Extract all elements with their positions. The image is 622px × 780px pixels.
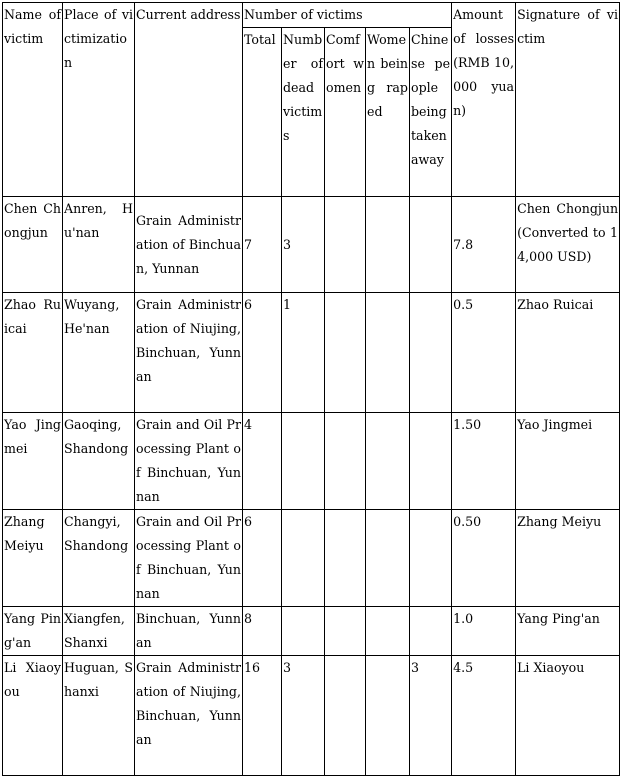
- cell-dead: 3: [282, 197, 325, 293]
- header-address: Current address: [135, 3, 243, 197]
- cell-comfort: [325, 413, 366, 510]
- cell-comfort: [325, 197, 366, 293]
- cell-place: Anren, Hu'nan: [63, 197, 135, 293]
- cell-total: 4: [243, 413, 282, 510]
- cell-losses: 4.5: [452, 656, 516, 776]
- header-people-taken: Chinese people being taken away: [410, 28, 452, 197]
- cell-signature: Yang Ping'an: [516, 607, 620, 656]
- cell-place: Wuyang, He'nan: [63, 293, 135, 413]
- table-row: [3, 293, 620, 413]
- cell-dead: 1: [282, 293, 325, 413]
- cell-comfort: [325, 293, 366, 413]
- cell-dead: 3: [282, 656, 325, 776]
- table-row: [3, 607, 620, 656]
- table-row: [3, 413, 620, 510]
- cell-signature: Zhao Ruicai: [516, 293, 620, 413]
- cell-place: Gaoqing, Shandong: [63, 413, 135, 510]
- cell-comfort: [325, 607, 366, 656]
- header-number-of-victims: Number of victims: [243, 3, 452, 28]
- cell-raped: [366, 413, 410, 510]
- table-row: [3, 656, 620, 776]
- header-name: Name of victim: [3, 3, 63, 197]
- cell-taken: [410, 607, 452, 656]
- cell-taken: [410, 413, 452, 510]
- cell-address: Grain and Oil Processing Plant of Binchuan, Yunnan: [135, 413, 243, 510]
- cell-address: Grain Administration of Binchuan, Yunnan: [135, 197, 243, 293]
- cell-name: Yang Ping'an: [3, 607, 63, 656]
- cell-dead: [282, 607, 325, 656]
- cell-place: Huguan, Shanxi: [63, 656, 135, 776]
- cell-losses: 0.50: [452, 510, 516, 607]
- cell-address: Binchuan, Yunnan: [135, 607, 243, 656]
- cell-place: Xiangfen, Shanxi: [63, 607, 135, 656]
- cell-signature: Chen Chongjun (Converted to 14,000 USD): [516, 197, 620, 293]
- cell-address: Grain Administration of Niujing, Binchuan, Yunnan: [135, 293, 243, 413]
- cell-taken: [410, 197, 452, 293]
- cell-losses: 0.5: [452, 293, 516, 413]
- cell-taken: 3: [410, 656, 452, 776]
- cell-dead: [282, 413, 325, 510]
- cell-comfort: [325, 656, 366, 776]
- cell-address: Grain and Oil Processing Plant of Binchuan, Yunnan: [135, 510, 243, 607]
- cell-dead: [282, 510, 325, 607]
- cell-raped: [366, 656, 410, 776]
- cell-address: Grain Administration of Niujing, Binchuan, Yunnan: [135, 656, 243, 776]
- cell-place: Changyi, Shandong: [63, 510, 135, 607]
- header-women-raped: Women being raped: [366, 28, 410, 197]
- cell-name: Zhao Ruicai: [3, 293, 63, 413]
- cell-taken: [410, 293, 452, 413]
- cell-signature: Zhang Meiyu: [516, 510, 620, 607]
- cell-total: 6: [243, 293, 282, 413]
- cell-total: 8: [243, 607, 282, 656]
- cell-losses: 7.8: [452, 197, 516, 293]
- cell-raped: [366, 607, 410, 656]
- cell-total: 16: [243, 656, 282, 776]
- cell-signature: Li Xiaoyou: [516, 656, 620, 776]
- cell-signature: Yao Jingmei: [516, 413, 620, 510]
- cell-raped: [366, 510, 410, 607]
- cell-taken: [410, 510, 452, 607]
- cell-name: Li Xiaoyou: [3, 656, 63, 776]
- cell-raped: [366, 293, 410, 413]
- header-total: Total: [243, 28, 282, 197]
- cell-total: 7: [243, 197, 282, 293]
- victims-table: [2, 2, 620, 776]
- table-row: [3, 197, 620, 293]
- cell-name: Zhang Meiyu: [3, 510, 63, 607]
- header-comfort-women: Comfort women: [325, 28, 366, 197]
- cell-losses: 1.0: [452, 607, 516, 656]
- header-row: [3, 3, 620, 28]
- header-dead: Number of dead victims: [282, 28, 325, 197]
- header-place: Place of victimization: [63, 3, 135, 197]
- header-losses: Amount of losses (RMB 10,000 yuan): [452, 3, 516, 197]
- cell-raped: [366, 197, 410, 293]
- cell-comfort: [325, 510, 366, 607]
- cell-name: Yao Jingmei: [3, 413, 63, 510]
- header-signature: Signature of victim: [516, 3, 620, 197]
- cell-total: 6: [243, 510, 282, 607]
- cell-losses: 1.50: [452, 413, 516, 510]
- cell-name: Chen Chongjun: [3, 197, 63, 293]
- table-row: [3, 510, 620, 607]
